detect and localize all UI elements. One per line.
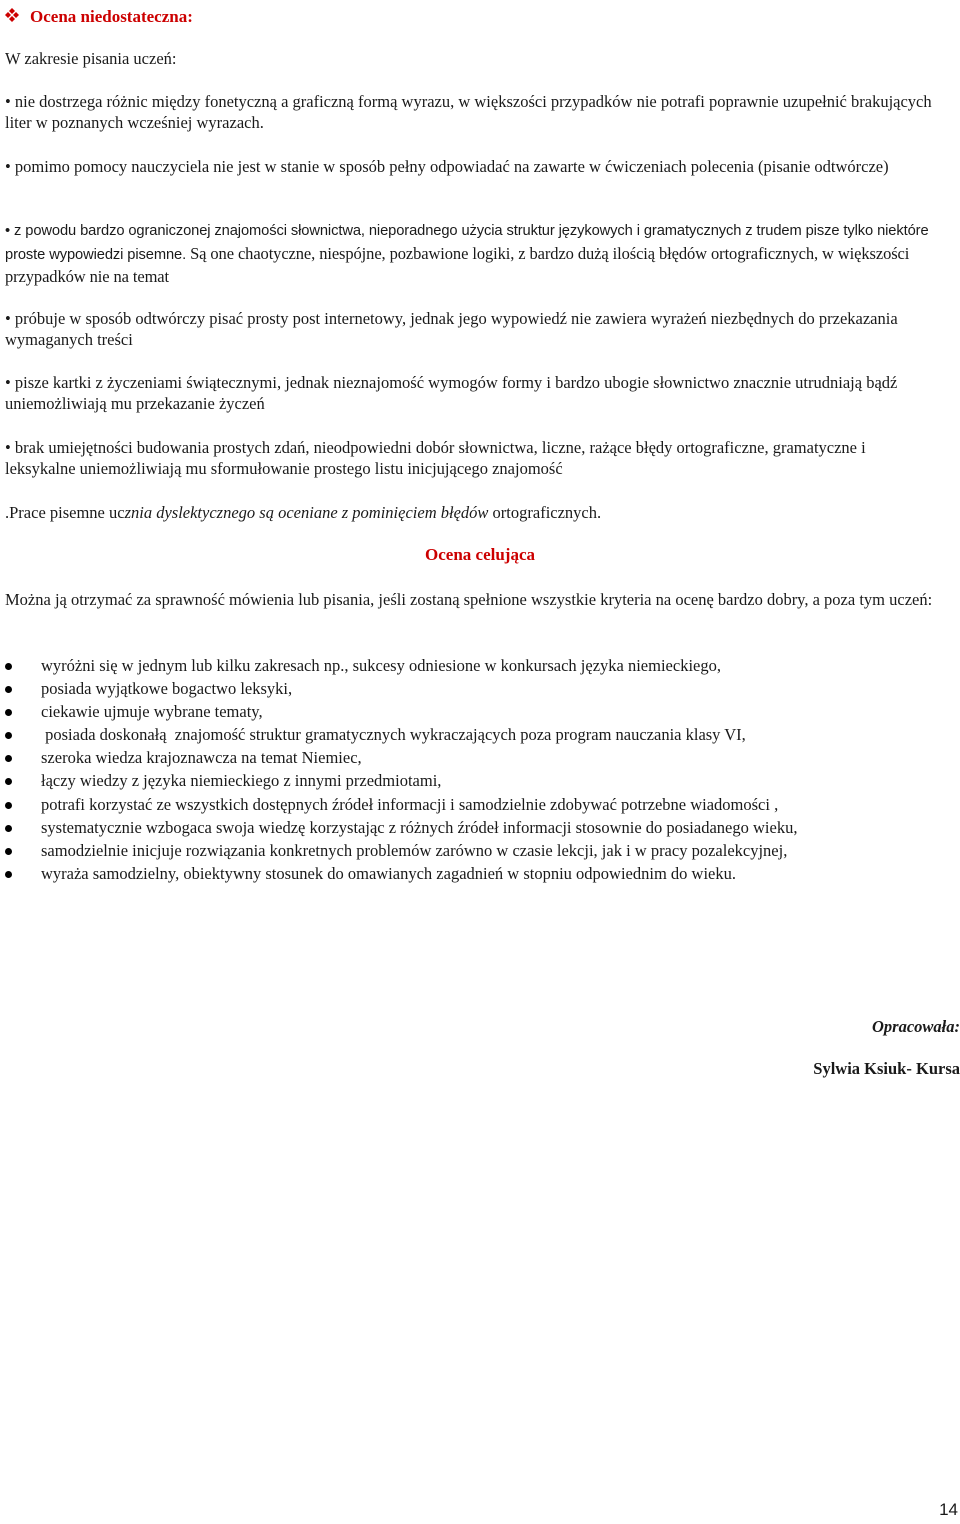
dyslexia-note-part-1: .Prace pisemne uc xyxy=(5,503,125,522)
list-item: wyróżni się w jednym lub kilku zakresach np., sukcesy odniesione w konkursach języka niemieckiego, xyxy=(0,654,940,677)
filled-circle-bullet-icon xyxy=(5,778,12,785)
filled-circle-bullet-icon xyxy=(5,802,12,809)
dyslexia-note-part-2: znia dyslektycznego są oceniane z pominięciem xyxy=(124,503,437,522)
insufficient-item-3-part-b: Są one chaotyczne, niespójne, pozbawione logiki, z bardzo dużą ilością błędów ortograficznych, w większości przypadków nie na temat xyxy=(5,243,910,286)
prepared-by-label: Opracowała: xyxy=(872,1017,960,1036)
list-item: ciekawie ujmuje wybrane tematy, xyxy=(0,700,940,723)
excellent-intro: Można ją otrzymać za sprawność mówienia lub pisania, jeśli zostaną spełnione wszystkie kryteria na ocenę bardzo dobry, a poza tym uczeń: xyxy=(5,590,933,609)
list-item: systematycznie wzbogaca swoja wiedzę korzystając z różnych źródeł informacji stosownie do posiadanego wieku, xyxy=(0,816,940,839)
heading-excellent: Ocena celująca xyxy=(425,545,535,564)
dyslexia-note xyxy=(5,502,940,523)
insufficient-item-2: • pomimo pomocy nauczyciela nie jest w stanie w sposób pełny odpowiadać na zawarte w ćwiczeniach polecenia (pisanie odtwórcze) xyxy=(5,157,889,176)
filled-circle-bullet-icon xyxy=(5,825,12,832)
insufficient-item-5: • pisze kartki z życzeniami świątecznymi, jednak nieznajomość wymogów formy i bardzo ubogie słownictwo znacznie utrudniają bądź uniemożliwiają mu przekazanie życzeń xyxy=(5,373,898,413)
filled-circle-bullet-icon xyxy=(5,732,12,739)
list-item: wyraża samodzielny, obiektywny stosunek do omawianych zagadnień w stopniu odpowiednim do wieku. xyxy=(0,862,940,885)
list-item: posiada doskonałą znajomość struktur gramatycznych wykraczających poza program nauczania klasy VI, xyxy=(0,723,940,746)
dyslexia-note-part-3: błędów xyxy=(436,503,489,522)
insufficient-item-1: • nie dostrzega różnic między fonetyczną a graficzną formą wyrazu, w większości przypadków nie potrafi poprawnie uzupełnić brakujących liter w poznanych wcześniej wyrazach. xyxy=(5,92,932,132)
filled-circle-bullet-icon xyxy=(5,709,12,716)
dyslexia-note-part-4: ortograficznych. xyxy=(488,503,602,522)
excellent-criteria-list xyxy=(0,654,940,885)
filled-circle-bullet-icon xyxy=(5,848,12,855)
insufficient-item-3 xyxy=(5,221,940,290)
writing-intro: W zakresie pisania uczeń: xyxy=(5,49,177,68)
filled-circle-bullet-icon xyxy=(5,686,12,693)
page-number: 14 xyxy=(939,1500,958,1519)
filled-circle-bullet-icon xyxy=(5,755,12,762)
list-item: posiada wyjątkowe bogactwo leksyki, xyxy=(0,677,940,700)
insufficient-item-6: • brak umiejętności budowania prostych zdań, nieodpowiedni dobór słownictwa, liczne, rażące błędy ortograficzne, gramatyczne i leksykalne uniemożliwiają mu sformułowanie prostego listu inicjującego znajomość xyxy=(5,438,866,478)
insufficient-item-4: • próbuje w sposób odtwórczy pisać prosty post internetowy, jednak jego wypowiedź nie zawiera wyrażeń niezbędnych do przekazania wymaganych treści xyxy=(5,309,898,349)
author-name: Sylwia Ksiuk- Kursa xyxy=(813,1059,960,1078)
filled-circle-bullet-icon xyxy=(5,871,12,878)
insufficient-item-3-part-a: • z powodu bardzo ograniczonej znajomości słownictwa, nieporadnego użycia struktur językowych i gramatycznych z trudem pisze tylko niektóre proste wypowiedzi pisemne. xyxy=(5,223,929,263)
heading-insufficient: Ocena niedostateczna: xyxy=(30,7,193,26)
list-item: potrafi korzystać ze wszystkich dostępnych źródeł informacji i samodzielnie zdobywać potrzebne wiadomości , xyxy=(0,793,940,816)
list-item: szeroka wiedza krajoznawcza na temat Niemiec, xyxy=(0,746,940,769)
list-item: łączy wiedzy z języka niemieckiego z innymi przedmiotami, xyxy=(0,769,940,792)
diamond-bullet-icon xyxy=(4,7,20,23)
list-item: samodzielnie inicjuje rozwiązania konkretnych problemów zarówno w czasie lekcji, jak i w pracy pozalekcyjnej, xyxy=(0,839,940,862)
filled-circle-bullet-icon xyxy=(5,663,12,670)
